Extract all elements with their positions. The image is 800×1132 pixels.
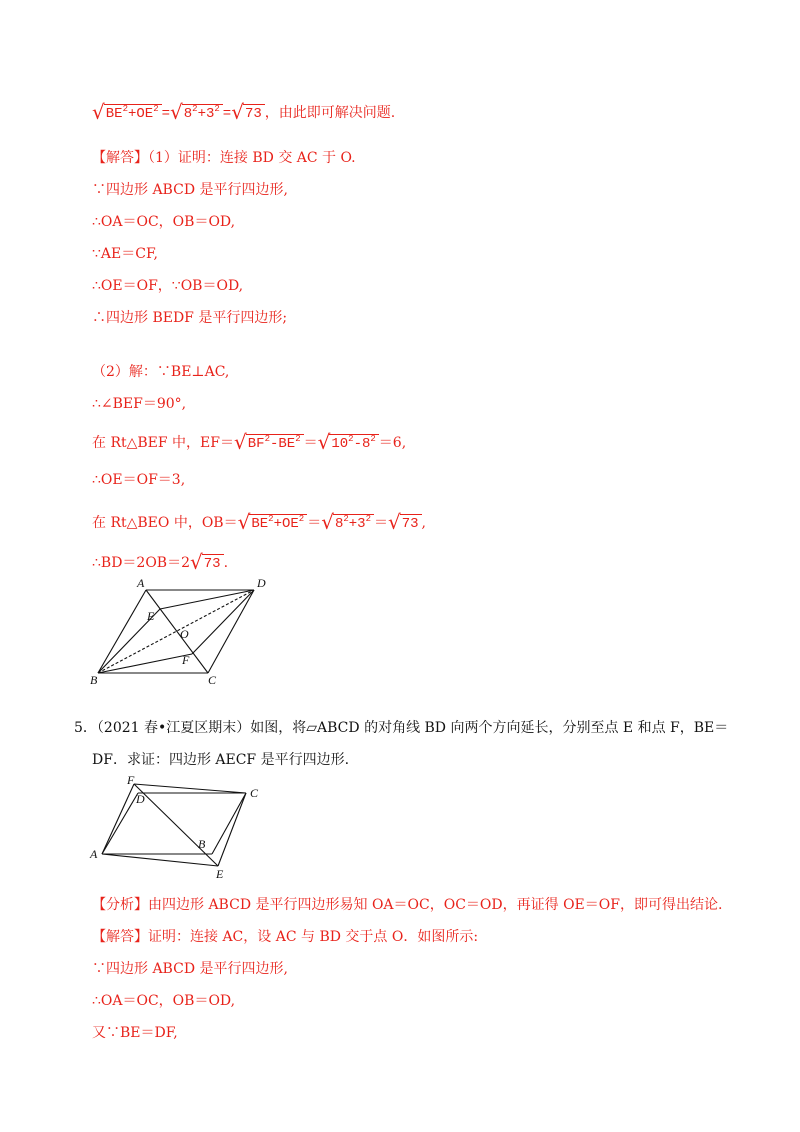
edge-CB: [212, 793, 246, 854]
label-C: C: [208, 673, 217, 687]
edge-AE: [102, 854, 218, 866]
solution5-line1: 【解答】证明：连接 AC，设 AC 与 BD 交于点 O．如图所示:: [92, 929, 479, 945]
label-A: A: [137, 576, 145, 590]
solution1-line1: ∵四边形 ABCD 是平行四边形,: [92, 182, 288, 198]
edge-FC: [134, 784, 246, 793]
label-O: O: [180, 627, 189, 641]
solution1-line4: ∴OE＝OF，∵OB＝OD,: [92, 278, 244, 294]
label-B: B: [198, 837, 206, 851]
solution2-line6: ∴BD＝2OB＝2√73 .: [92, 550, 229, 574]
analysis-label: 【分析】: [92, 897, 148, 913]
solution2-line2: ∴∠BEF＝90°,: [92, 396, 187, 412]
solution5-label: 【解答】: [92, 929, 148, 945]
solution1-line5: ∴四边形 BEDF 是平行四边形;: [92, 310, 288, 326]
segment-BF: [98, 654, 192, 673]
solution-label: 【解答】: [92, 150, 148, 166]
top-formula: $√BE^2+OE^2 =√8^2+3^2 =√73$ ，由此即可解决问题.: [92, 100, 396, 124]
solution1-line3: ∵AE＝CF,: [92, 246, 158, 262]
analysis-line: 【分析】由四边形 ABCD 是平行四边形易知 OA＝OC，OC＝OD，再证得 OE＝OF，即可得出结论.: [92, 897, 723, 913]
label-F: F: [182, 653, 190, 667]
edge-EC: [218, 793, 246, 866]
label-C: C: [250, 786, 259, 800]
solution1-line2: ∴OA＝OC，OB＝OD,: [92, 214, 236, 230]
solution5-line4: 又∵BE＝DF,: [92, 1025, 178, 1041]
parallelogram-figure-2: [86, 772, 276, 880]
label-B: B: [90, 673, 98, 687]
segment-FD: [192, 590, 254, 654]
label-F: F: [127, 773, 135, 787]
diagonal-AC: [146, 590, 208, 673]
label-D: D: [136, 792, 145, 806]
solution1-intro: 【解答】（1）证明：连接 BD 交 AC 于 O.: [92, 150, 356, 166]
solution2-line4: ∴OE＝OF＝3,: [92, 472, 186, 488]
solution2-line1: （2）解：∵BE⊥AC,: [92, 364, 230, 380]
parallelogram-figure-1: [88, 576, 278, 688]
problem5-line1: 5．（2021 春•江夏区期末）如图，将▱ABCD 的对角线 BD 向两个方向延长，分别至点 E 和点 F，BE＝: [74, 720, 729, 736]
solution2-line5: 在 Rt△BEO 中，$OB=√BE^2+OE^2 =√8^2+3^2 =√73$ ,: [92, 510, 426, 534]
label-E: E: [147, 609, 155, 623]
problem-number: 5．: [74, 720, 97, 736]
label-E: E: [216, 867, 224, 880]
edge-DA: [102, 793, 138, 854]
edge-AF: [102, 784, 134, 854]
label-D: D: [257, 576, 266, 590]
solution5-line3: ∴OA＝OC，OB＝OD,: [92, 993, 236, 1009]
solution2-line3: 在 Rt△BEF 中，$EF=√BF^2-BE^2 =√10^2-8^2 =6$,: [92, 430, 407, 454]
segment-ED: [160, 590, 254, 609]
solution5-line2: ∵四边形 ABCD 是平行四边形,: [92, 961, 288, 977]
label-A: A: [90, 847, 98, 861]
problem5-line2: DF．求证：四边形 AECF 是平行四边形.: [92, 752, 350, 768]
